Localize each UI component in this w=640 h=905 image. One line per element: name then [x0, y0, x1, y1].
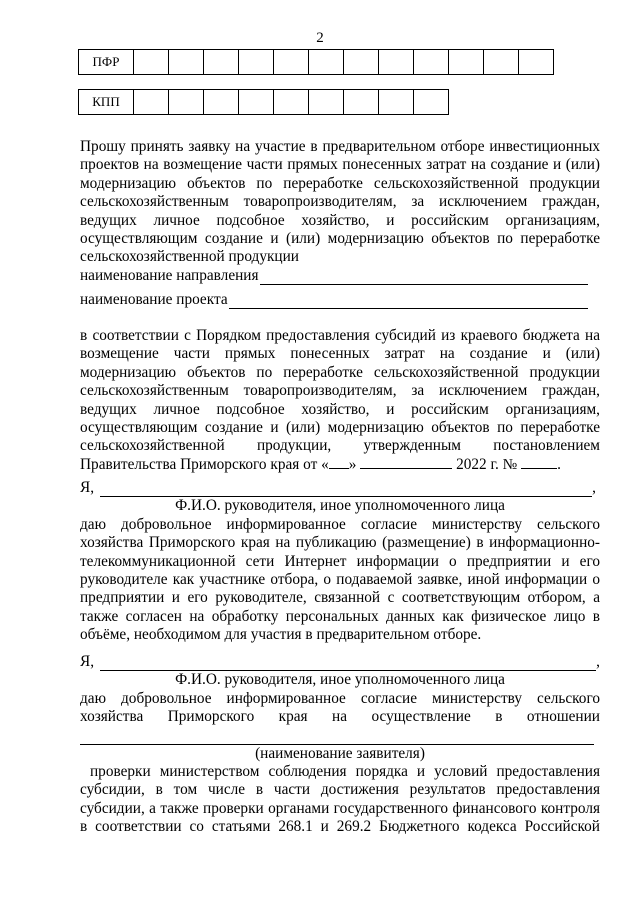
text-line: осуществляющим создание и (или) модернизацию объектов по переработке [80, 419, 600, 437]
project-field [80, 291, 588, 309]
text-line: модернизацию объектов по переработке сельскохозяйственной продукции [80, 363, 600, 381]
consent-paragraph-2 [80, 653, 600, 837]
text-line: объёме, необходимом для участия в предварительном отборе. [80, 626, 482, 644]
text-line: субсидии, в том числе в части достижения результатов предоставления [80, 781, 600, 799]
text-line: возмещение части прямых понесенных затрат на создание и (или) [80, 345, 600, 363]
pfr-cell[interactable] [309, 50, 344, 75]
fio-field-1 [80, 479, 596, 497]
pfr-code-grid [78, 49, 554, 75]
text-line: проверки министерством соблюдения порядка и условий предоставления [90, 763, 600, 781]
project-label: наименование проекта [80, 291, 228, 308]
pfr-cell[interactable] [274, 50, 309, 75]
resolution-prefix: Правительства Приморского края от « [80, 455, 329, 473]
consent-paragraph-1 [80, 479, 600, 645]
resolution-quote-close: » [348, 455, 357, 473]
resolution-year: 2022 г. № [456, 455, 518, 473]
kpp-cell[interactable] [309, 90, 344, 115]
period: . [557, 455, 561, 473]
fio-caption-2: Ф.И.О. руководителя, иное уполномоченного лица [175, 671, 505, 689]
kpp-cell[interactable] [239, 90, 274, 115]
fio-field-2 [80, 653, 600, 671]
text-line: модернизацию объектов по переработке сельскохозяйственной продукции [80, 174, 600, 192]
pfr-cell[interactable] [204, 50, 239, 75]
request-paragraph [80, 138, 600, 285]
kpp-cell[interactable] [379, 90, 414, 115]
day-blank[interactable] [329, 456, 349, 469]
pfr-cell[interactable] [344, 50, 379, 75]
kpp-cell[interactable] [414, 90, 449, 115]
pfr-cell[interactable] [379, 50, 414, 75]
direction-blank[interactable] [260, 271, 588, 285]
text-line: в соответствии с Порядком предоставления субсидий из краевого бюджета на [80, 327, 600, 344]
pfr-cell[interactable] [414, 50, 449, 75]
pfr-label: ПФР [79, 50, 134, 75]
text-line: проектов на возмещение части прямых понесенных затрат на создание и (или) [80, 156, 600, 174]
direction-label: наименование направления [80, 266, 259, 284]
text-line: субсидии, а также проверки органами государственного финансового контроля [80, 799, 600, 817]
pfr-cell[interactable] [169, 50, 204, 75]
applicant-blank[interactable] [80, 727, 594, 745]
fio-caption-1: Ф.И.О. руководителя, иное уполномоченного лица [175, 497, 505, 515]
month-blank[interactable] [360, 456, 452, 469]
pfr-cell[interactable] [239, 50, 274, 75]
comma: , [596, 653, 600, 670]
ya-label: Я, [80, 653, 95, 670]
kpp-code-grid [78, 89, 449, 115]
text-line: сельскохозяйственной продукции [80, 248, 299, 266]
text-line: в соответствии со статьями 268.1 и 269.2 Бюджетного кодекса Российской [80, 818, 600, 836]
text-line: хозяйства Приморского края на осуществление в отношении [80, 708, 600, 726]
text-line: ведущих личное подсобное хозяйство, и российским организациям, [80, 400, 600, 418]
pfr-cell[interactable] [519, 50, 554, 75]
text-line: предприятии и его руководителе, связанной с соответствующим отбором, а [80, 589, 600, 607]
text-line: сельскохозяйственным товаропроизводителям, за исключением граждан, [80, 193, 600, 211]
text-line: руководителе как участнике отбора, о подаваемой заявке, иной информации о [80, 571, 600, 589]
fio-blank-1[interactable] [100, 483, 592, 497]
kpp-cell[interactable] [134, 90, 169, 115]
text-line: также согласен на обработку персональных данных как физическое лицо в [80, 607, 600, 625]
ya-label: Я, [80, 479, 95, 496]
text-line: сельскохозяйственным товаропроизводителям, за исключением граждан, [80, 382, 600, 400]
resolution-line [80, 456, 600, 474]
resolution-number-blank[interactable] [521, 456, 557, 469]
text-line: даю добровольное информированное согласие министерству сельского [80, 515, 600, 533]
project-blank[interactable] [229, 295, 588, 309]
kpp-cell[interactable] [344, 90, 379, 115]
kpp-cell[interactable] [204, 90, 239, 115]
text-line: телекоммуникационной сети Интернет информации о предприятии и его [80, 552, 600, 570]
kpp-cell[interactable] [274, 90, 309, 115]
pfr-cell[interactable] [484, 50, 519, 75]
kpp-label: КПП [79, 90, 134, 115]
pfr-cell[interactable] [134, 50, 169, 75]
project-field-block [80, 291, 600, 309]
text-line: даю добровольное информированное согласие министерству сельского [80, 689, 600, 707]
page-number: 2 [316, 30, 324, 46]
direction-field [80, 267, 588, 285]
text-line: Прошу принять заявку на участие в предварительном отборе инвестиционных [80, 138, 600, 155]
pfr-cell[interactable] [449, 50, 484, 75]
comma: , [592, 479, 596, 496]
text-line: сельскохозяйственной продукции, утвержденным постановлением [80, 437, 600, 455]
text-line: осуществляющим создание и (или) модернизацию объектов по переработке [80, 230, 600, 248]
kpp-cell[interactable] [169, 90, 204, 115]
text-line: ведущих личное подсобное хозяйство, и российским организациям, [80, 211, 600, 229]
applicant-caption: (наименование заявителя) [255, 744, 425, 762]
text-line: хозяйства Приморского края на публикацию (размещение) в информационно- [80, 534, 600, 552]
accordance-paragraph [80, 327, 600, 474]
fio-blank-2[interactable] [100, 657, 596, 671]
